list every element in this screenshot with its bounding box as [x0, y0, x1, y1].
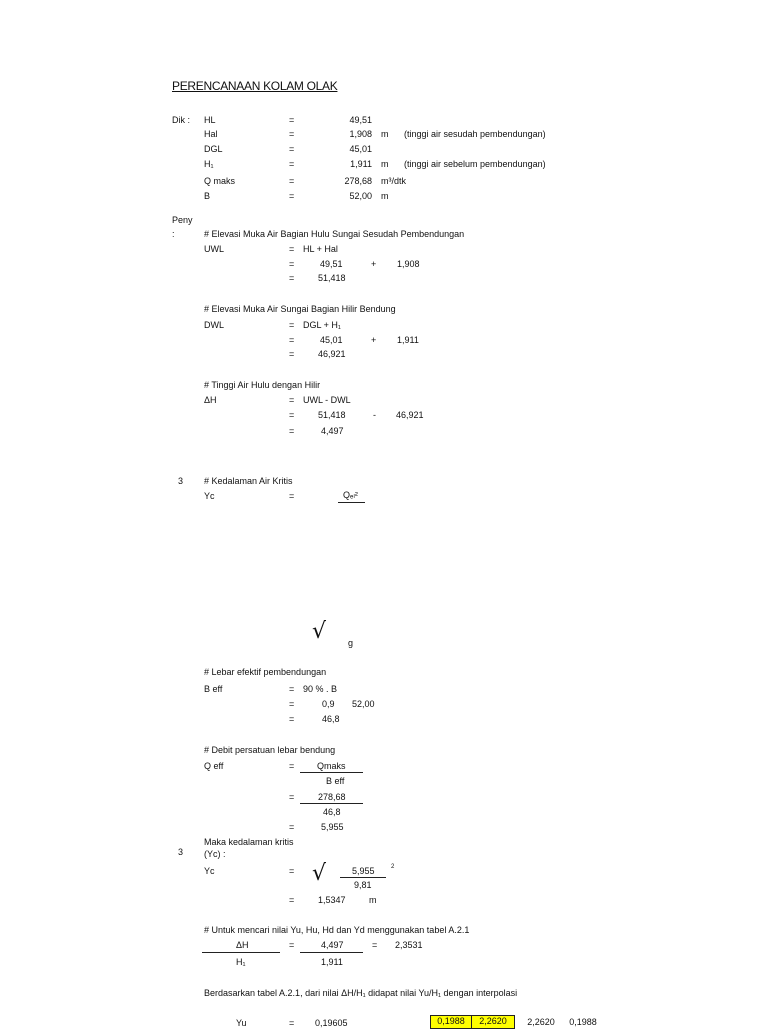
dik-value: 52,00 [349, 191, 372, 201]
fraction-line [300, 803, 363, 804]
dh-op: - [373, 410, 376, 420]
dik-value: 45,01 [349, 144, 372, 154]
page-title: PERENCANAAN KOLAM OLAK [172, 79, 338, 93]
dh-eq2: = [289, 410, 295, 420]
yc2-heading2: (Yc) : [204, 849, 226, 859]
dik-eq: = [289, 129, 295, 139]
dwl-b: 1,911 [397, 335, 419, 345]
qeff-heading: # Debit persatuan lebar bendung [204, 745, 336, 755]
qeff-eq3: = [289, 822, 295, 832]
yc1-heading: # Kedalaman Air Kritis [204, 476, 293, 486]
uwl-b: 1,908 [397, 259, 420, 269]
qeff-num1: Qmaks [317, 761, 346, 771]
ratio-eq: = [289, 940, 295, 950]
beff-eq2: = [289, 699, 295, 709]
fraction-line [202, 952, 280, 953]
dik-name: Q maks [204, 176, 236, 186]
yc2-name: Yc [204, 866, 215, 876]
dik-eq: = [289, 144, 295, 154]
uwl-heading: # Elevasi Muka Air Bagian Hulu Sungai Sesudah Pembendungan [204, 229, 465, 239]
dwl-name: DWL [204, 320, 224, 330]
interp-name: Yu [236, 1018, 247, 1028]
yc1-eq: = [289, 491, 295, 501]
qeff-num2: 278,68 [318, 792, 346, 802]
dik-eq: = [289, 115, 295, 125]
interp-cell: 0,1988 [569, 1017, 597, 1027]
dik-name: B [204, 191, 211, 201]
dwl-result: 46,921 [318, 349, 346, 359]
yc2-num: 5,955 [352, 866, 375, 876]
ratio-num: 4,497 [321, 940, 344, 950]
dwl-a: 45,01 [320, 335, 343, 345]
dwl-formula: DGL + H₁ [303, 320, 341, 330]
yc2-unit: m [369, 895, 377, 905]
dik-eq: = [289, 191, 295, 201]
dik-note: (tinggi air sebelum pembendungan) [404, 159, 546, 169]
fraction-line [300, 952, 363, 953]
beff-b: 52,00 [352, 699, 375, 709]
dik-unit: m [381, 159, 389, 169]
dwl-op: + [371, 335, 377, 345]
yc2-eq: = [289, 866, 295, 876]
interp-value: 0,19605 [315, 1018, 348, 1028]
yc2-power: 2 [391, 864, 395, 870]
dh-formula: UWL - DWL [303, 395, 351, 405]
dwl-heading: # Elevasi Muka Air Sungai Bagian Hilir Bendung [204, 304, 396, 314]
fraction-line [340, 877, 386, 878]
dik-eq: = [289, 176, 295, 186]
qeff-eq: = [289, 761, 295, 771]
dik-name: HL [204, 115, 216, 125]
interp-cell: 2,2620 [471, 1015, 515, 1029]
qeff-result: 5,955 [321, 822, 344, 832]
dik-unit: m [381, 191, 389, 201]
dik-unit: m³/dtk [381, 176, 407, 186]
uwl-eq: = [289, 244, 295, 254]
ratio-eq2: = [372, 940, 378, 950]
dik-value: 1,908 [349, 129, 372, 139]
dh-name: ΔH [204, 395, 217, 405]
dik-value: 1,911 [350, 159, 372, 169]
beff-eq: = [289, 684, 295, 694]
interp-eq: = [289, 1018, 295, 1028]
dh-heading: # Tinggi Air Hulu dengan Hilir [204, 380, 321, 390]
yc1-denominator: g [348, 638, 354, 648]
dik-eq: = [289, 159, 295, 169]
dh-a: 51,418 [318, 410, 346, 420]
beff-result: 46,8 [322, 714, 340, 724]
step-number: 3 [178, 847, 184, 857]
interp-cell: 2,2620 [527, 1017, 555, 1027]
fraction-line [338, 502, 365, 503]
uwl-a: 49,51 [320, 259, 343, 269]
qeff-eq2: = [289, 792, 295, 802]
ratio-num-label: ΔH [236, 940, 249, 950]
interp-text: Berdasarkan tabel A.2.1, dari nilai ΔH/H₁ didapat nilai Yu/H₁ dengan interpolasi [204, 988, 518, 998]
dik-note: (tinggi air sesudah pembendungan) [404, 129, 546, 139]
dwl-eq2: = [289, 335, 295, 345]
qeff-den2: 46,8 [323, 807, 341, 817]
dik-value: 278,68 [344, 176, 372, 186]
yc2-result: 1,5347 [318, 895, 346, 905]
uwl-op: + [371, 259, 377, 269]
ratio-den: 1,911 [321, 957, 343, 967]
peny-colon: : [172, 229, 175, 239]
dh-eq: = [289, 395, 295, 405]
dik-name: DGL [204, 144, 223, 154]
beff-a: 0,9 [322, 699, 335, 709]
dik-unit: m [381, 129, 389, 139]
qeff-den1: B eff [326, 776, 345, 786]
step-number: 3 [178, 476, 184, 486]
interp-cell: 0,1988 [430, 1015, 472, 1029]
dik-name: Hal [204, 129, 218, 139]
dik-label: Dik : [172, 115, 190, 125]
yc2-den: 9,81 [354, 880, 372, 890]
ratio-result: 2,3531 [395, 940, 423, 950]
yc2-heading: Maka kedalaman kritis [204, 837, 294, 847]
ratio-heading: # Untuk mencari nilai Yu, Hu, Hd dan Yd menggunakan tabel A.2.1 [204, 925, 470, 935]
fraction-line [300, 772, 363, 773]
dik-name: H₁ [204, 159, 214, 169]
uwl-name: UWL [204, 244, 224, 254]
dh-eq3: = [289, 426, 295, 436]
uwl-result: 51,418 [318, 273, 346, 283]
dh-result: 4,497 [321, 426, 344, 436]
qeff-name: Q eff [204, 761, 224, 771]
dwl-eq3: = [289, 349, 295, 359]
yc1-name: Yc [204, 491, 215, 501]
uwl-eq2: = [289, 259, 295, 269]
uwl-formula: HL + Hal [303, 244, 338, 254]
sqrt-symbol: √ [312, 861, 327, 886]
sqrt-symbol: √ [312, 619, 327, 644]
dik-value: 49,51 [349, 115, 372, 125]
beff-formula: 90 % . B [303, 684, 338, 694]
dh-b: 46,921 [396, 410, 424, 420]
dwl-eq: = [289, 320, 295, 330]
peny-label: Peny [172, 215, 193, 225]
uwl-eq3: = [289, 273, 295, 283]
beff-name: B eff [204, 684, 223, 694]
beff-eq3: = [289, 714, 295, 724]
ratio-den-label: H₁ [236, 957, 246, 967]
beff-heading: # Lebar efektif pembendungan [204, 667, 327, 677]
yc1-numerator: Qₑₗ² [343, 490, 358, 500]
yc2-eq2: = [289, 895, 295, 905]
